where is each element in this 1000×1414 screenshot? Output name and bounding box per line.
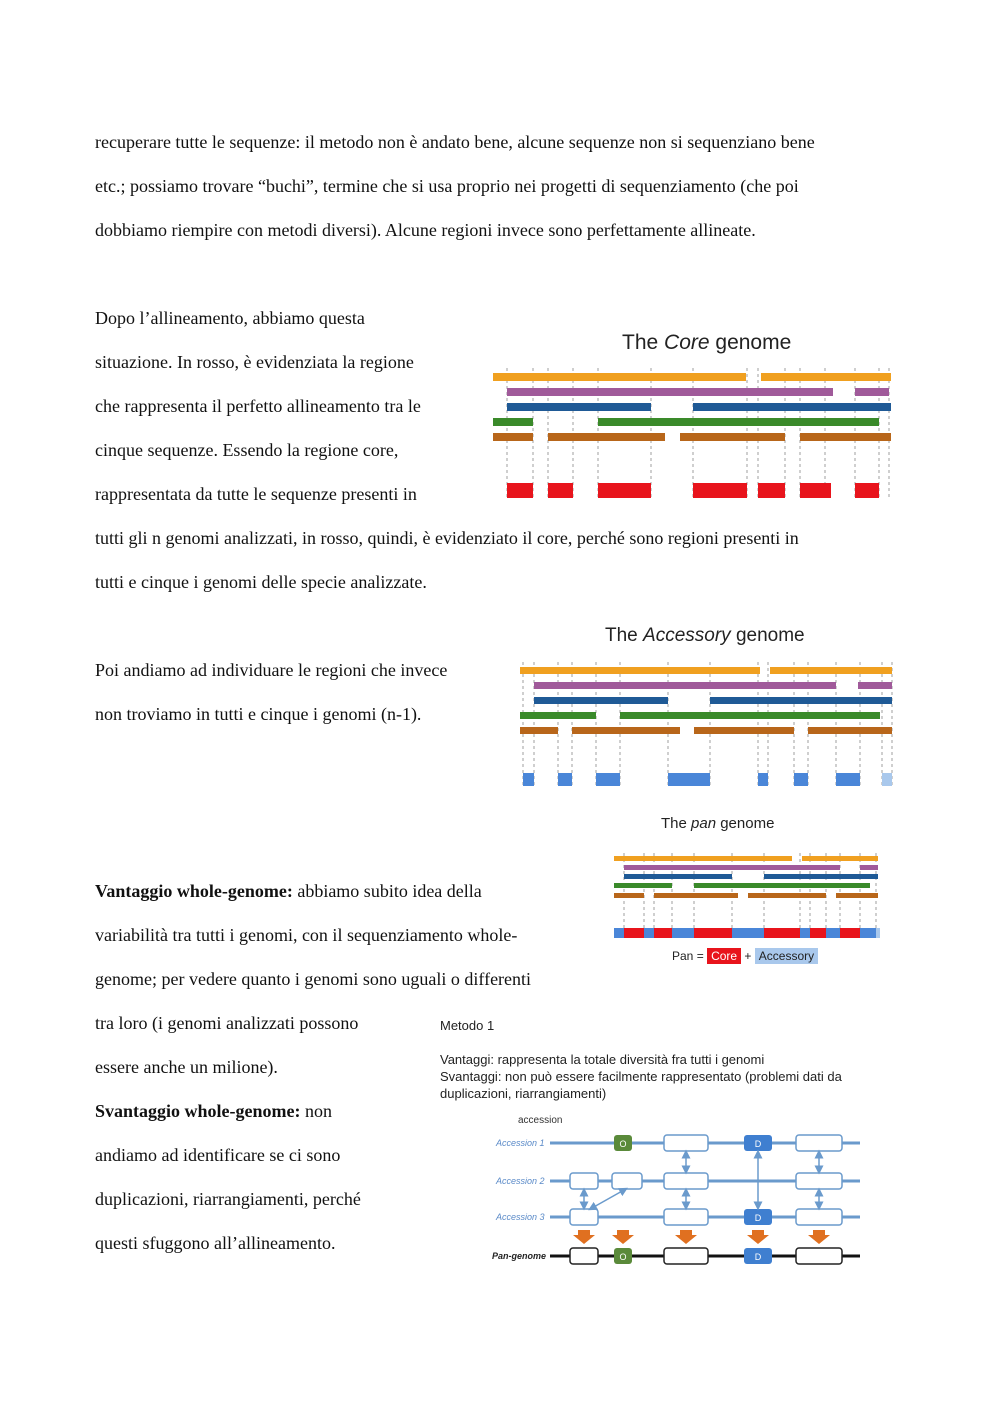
node-c-acc1-a (664, 1135, 708, 1151)
node-c-acc2-b (796, 1173, 842, 1189)
node-b-pan (570, 1248, 598, 1264)
pan-region-block (764, 928, 800, 938)
legend-plus: + (744, 949, 752, 963)
core-region-block (800, 483, 831, 498)
text-line: non troviamo in tutti e cinque i genomi (n-1). (95, 704, 422, 724)
text-line: tutti gli n genomi analizzati, in rosso, quindi, è evidenziato il core, perché sono regioni presenti in (95, 528, 799, 548)
sequence-2-segment (534, 682, 836, 689)
accessory-region-block (836, 773, 860, 786)
orange-arrow (612, 1230, 634, 1244)
core-region-block (598, 483, 651, 498)
pan-region-block (810, 928, 826, 938)
metodo1-diagram (486, 1110, 866, 1272)
orange-arrow (747, 1230, 769, 1244)
advantage-text: abbiamo subito idea della (292, 881, 482, 901)
pan-region-block (860, 928, 876, 938)
node-c-acc1-b (796, 1135, 842, 1151)
sequence-4-segment (614, 883, 672, 888)
title-italic: Core (664, 331, 710, 354)
node-b2-acc2 (612, 1173, 642, 1189)
connector-arrow (592, 1190, 624, 1208)
sequence-5-segment (548, 433, 665, 441)
sequence-2-segment (858, 682, 892, 689)
sequence-2-segment (855, 388, 889, 396)
text-line: dobbiamo riempire con metodi diversi). Alcune regioni invece sono perfettamente allineate. (95, 220, 756, 240)
legend-accessory: Accessory (755, 948, 818, 964)
text-line: tutti e cinque i genomi delle specie analizzate. (95, 572, 427, 592)
text-line: recuperare tutte le sequenze: il metodo non è andato bene, alcune sequenze non si sequenziano bene (95, 132, 815, 152)
title-prefix: The (605, 625, 644, 646)
orange-arrow (808, 1230, 830, 1244)
title-italic: Accessory (643, 625, 731, 646)
sequence-5-segment (748, 893, 826, 898)
sequence-2-segment (624, 865, 840, 870)
pan-region-block (800, 928, 810, 938)
row-label-pan-genome: Pan-genome (492, 1251, 547, 1261)
accessory-genome-diagram (520, 662, 894, 792)
core-region-block (693, 483, 747, 498)
node-c-pan-b (796, 1248, 842, 1264)
accessory-region-block (596, 773, 620, 786)
title-prefix: The (661, 815, 692, 832)
core-genome-diagram (493, 368, 893, 500)
core-region-block (507, 483, 533, 498)
legend-pan: Pan (672, 949, 694, 963)
sequence-5-segment (493, 433, 533, 441)
node-o-label: O (619, 1139, 627, 1149)
pan-region-block (624, 928, 644, 938)
text-line: che rappresenta il perfetto allineamento tra le (95, 396, 421, 416)
accessory-genome-title (605, 625, 805, 647)
text-line: andiamo ad identificare se ci sono (95, 1145, 341, 1165)
node-d-label: D (754, 1139, 762, 1149)
pan-region-block (672, 928, 694, 938)
sequence-4-segment (493, 418, 533, 426)
sequence-5-segment (680, 433, 785, 441)
metodo1-text (440, 1051, 842, 1102)
title-suffix: genome (716, 815, 775, 832)
sequence-5-segment (800, 433, 891, 441)
text-line: essere anche un milione). (95, 1057, 278, 1077)
sequence-1-segment (802, 856, 878, 861)
sequence-3-segment (764, 874, 878, 879)
sequence-4-segment (598, 418, 879, 426)
pan-region-block (654, 928, 672, 938)
node-c-acc3-b (796, 1209, 842, 1225)
pan-region-block (614, 928, 624, 938)
sequence-5-segment (654, 893, 738, 898)
sequence-4-segment (520, 712, 596, 719)
text-line: variabilità tra tutti i genomi, con il sequenziamento whole- (95, 925, 518, 945)
text-line: cinque sequenze. Essendo la regione core, (95, 440, 399, 460)
accessory-region-block (558, 773, 572, 786)
title-italic: pan (691, 815, 717, 832)
row-label-accession-2: Accession 2 (496, 1176, 545, 1186)
core-region-block (855, 483, 879, 498)
sequence-5-segment (572, 727, 680, 734)
text-line: duplicazioni, riarrangiamenti) (440, 1086, 607, 1101)
accessory-region-block (758, 773, 768, 786)
paragraph-accessory (95, 648, 447, 736)
text-line: Dopo l’allineamento, abbiamo questa (95, 308, 365, 328)
node-d-label: D (754, 1252, 762, 1262)
core-region-block (548, 483, 573, 498)
title-suffix: genome (709, 331, 792, 354)
sequence-3-segment (693, 403, 891, 411)
sequence-3-segment (507, 403, 651, 411)
sequence-1-segment (614, 856, 792, 861)
pan-genome-title (661, 815, 774, 832)
metodo1-heading: Metodo 1 (440, 1018, 495, 1033)
orange-arrow (573, 1230, 595, 1244)
text-line: etc.; possiamo trovare “buchi”, termine che si usa proprio nei progetti di sequenziamento (che poi (95, 176, 799, 196)
pan-region-block (826, 928, 840, 938)
sequence-4-segment (694, 883, 870, 888)
sequence-1-segment (761, 373, 891, 381)
pan-region-block (694, 928, 732, 938)
pan-region-block (840, 928, 860, 938)
row-label-accession-1: Accession 1 (496, 1138, 545, 1148)
pan-region-block (876, 928, 880, 938)
pan-legend (672, 949, 818, 963)
accessory-region-block (794, 773, 808, 786)
legend-core: Core (707, 948, 741, 964)
row-label-accession-3: Accession 3 (496, 1212, 545, 1222)
text-line: tra loro (i genomi analizzati possono (95, 1013, 359, 1033)
pan-genome-diagram (614, 853, 880, 939)
accessory-region-block (523, 773, 534, 786)
sequence-5-segment (614, 893, 644, 898)
sequence-1-segment (493, 373, 746, 381)
sequence-5-segment (808, 727, 892, 734)
text-line: Vantaggi: rappresenta la totale diversità fra tutti i genomi (440, 1052, 765, 1067)
sequence-3-segment (710, 697, 892, 704)
text-line: genome; per vedere quanto i genomi sono uguali o differenti (95, 969, 532, 989)
node-c-pan-a (664, 1248, 708, 1264)
node-b-acc3 (570, 1209, 598, 1225)
text-line: Svantaggi: non può essere facilmente rappresentato (problemi dati da (440, 1069, 842, 1084)
paragraph-intro (95, 120, 815, 252)
node-d-label: D (754, 1213, 762, 1223)
sequence-1-segment (520, 667, 760, 674)
legend-equals: = (696, 949, 704, 963)
disadvantage-heading: Svantaggio whole-genome: (95, 1101, 301, 1121)
node-c-acc2-a (664, 1173, 708, 1189)
pan-region-block (644, 928, 654, 938)
sequence-1-segment (770, 667, 892, 674)
text-line (95, 869, 531, 913)
title-prefix: The (622, 331, 665, 354)
text-line: rappresentata da tutte le sequenze presenti in (95, 484, 417, 504)
text-line: questi sfuggono all’allineamento. (95, 1233, 336, 1253)
text-line: situazione. In rosso, è evidenziata la regione (95, 352, 414, 372)
sequence-3-segment (534, 697, 668, 704)
disadvantage-text: non (300, 1101, 332, 1121)
text-line: duplicazioni, riarrangiamenti, perché (95, 1189, 361, 1209)
title-suffix: genome (730, 625, 805, 646)
core-genome-title (622, 331, 791, 355)
node-o-label: O (619, 1252, 627, 1262)
sequence-2-segment (860, 865, 878, 870)
sequence-5-segment (836, 893, 878, 898)
accessory-region-block (668, 773, 710, 786)
sequence-3-segment (624, 874, 732, 879)
sequence-5-segment (694, 727, 794, 734)
sequence-4-segment (620, 712, 880, 719)
node-b-acc2 (570, 1173, 598, 1189)
sequence-2-segment (507, 388, 833, 396)
core-region-block (758, 483, 785, 498)
orange-arrow (675, 1230, 697, 1244)
accession-header: accession (518, 1115, 563, 1126)
node-c-acc3-a (664, 1209, 708, 1225)
pan-region-block (732, 928, 764, 938)
advantage-heading: Vantaggio whole-genome: (95, 881, 293, 901)
text-line: Poi andiamo ad individuare le regioni che invece (95, 660, 448, 680)
accessory-region-block (882, 773, 892, 786)
sequence-5-segment (520, 727, 558, 734)
